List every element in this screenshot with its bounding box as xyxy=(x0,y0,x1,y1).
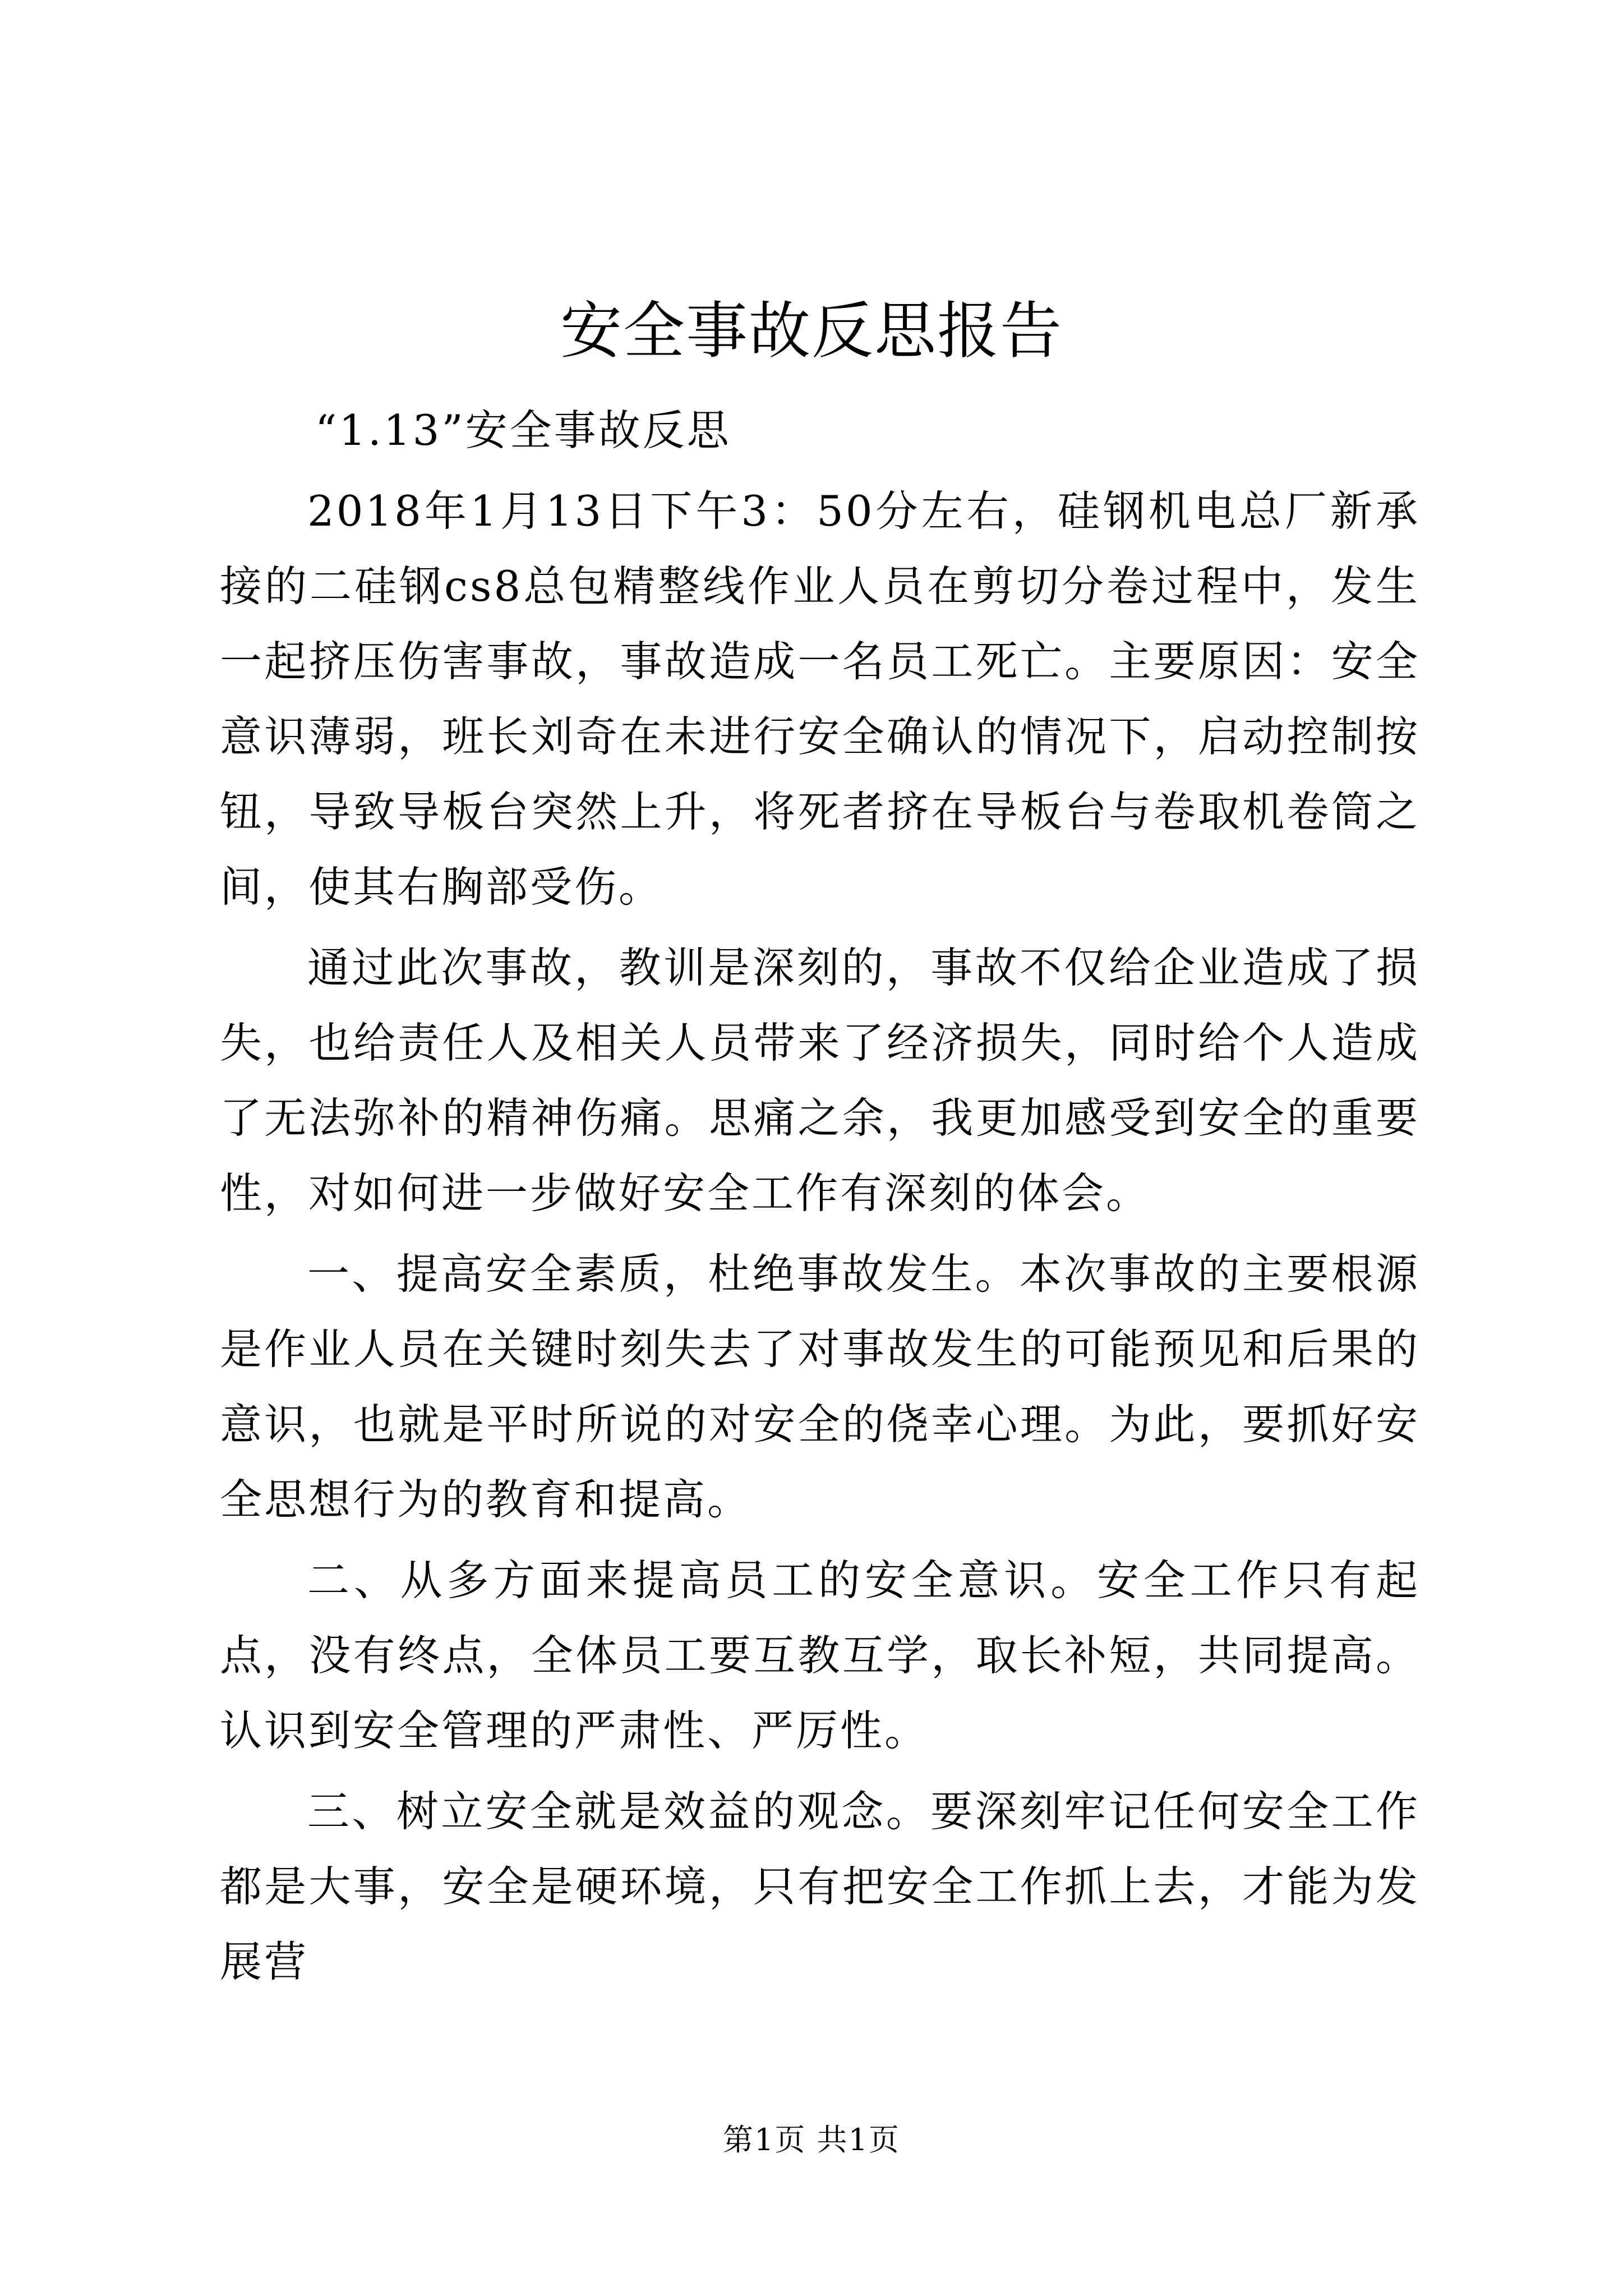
page-footer: 第1页 共1页 xyxy=(723,2122,900,2157)
document-title: 安全事故反思报告 xyxy=(560,295,1063,367)
paragraph-point-one: 一、提高安全素质，杜绝事故发生。本次事故的主要根源是作业人员在关键时刻失去了对事故发生的可能预见和后果的意识，也就是平时所说的对安全的侥幸心理。为此，要抓好安全思想行为的教育和提高。 xyxy=(220,1249,1420,1524)
paragraph-lesson: 通过此次事故，教训是深刻的，事故不仅给企业造成了损失，也给责任人及相关人员带来了经济损失，同时给个人造成了无法弥补的精神伤痛。思痛之余，我更加感受到安全的重要性，对如何进一步做好安全工作有深刻的体会。 xyxy=(220,943,1420,1218)
document-body xyxy=(220,393,1420,1999)
paragraph-point-three: 三、树立安全就是效益的观念。要深刻牢记任何安全工作都是大事，安全是硬环境，只有把安全工作抓上去，才能为发展营 xyxy=(220,1787,1420,1986)
paragraph-point-two: 二、从多方面来提高员工的安全意识。安全工作只有起点，没有终点，全体员工要互教互学，取长补短，共同提高。认识到安全管理的严肃性、严厉性。 xyxy=(220,1556,1420,1755)
document-subtitle: “1.13”安全事故反思 xyxy=(315,406,731,455)
paragraph-incident: 2018年1月13日下午3：50分左右，硅钢机电总厂新承接的二硅钢cs8总包精整线作业人员在剪切分卷过程中，发生一起挤压伤害事故，事故造成一名员工死亡。主要原因：安全意识薄弱，班长刘奇在未进行安全确认的情况下，启动控制按钮，导致导板台突然上升，将死者挤在导板台与卷取机卷筒之间，使其右胸部受伤。 xyxy=(220,486,1420,912)
